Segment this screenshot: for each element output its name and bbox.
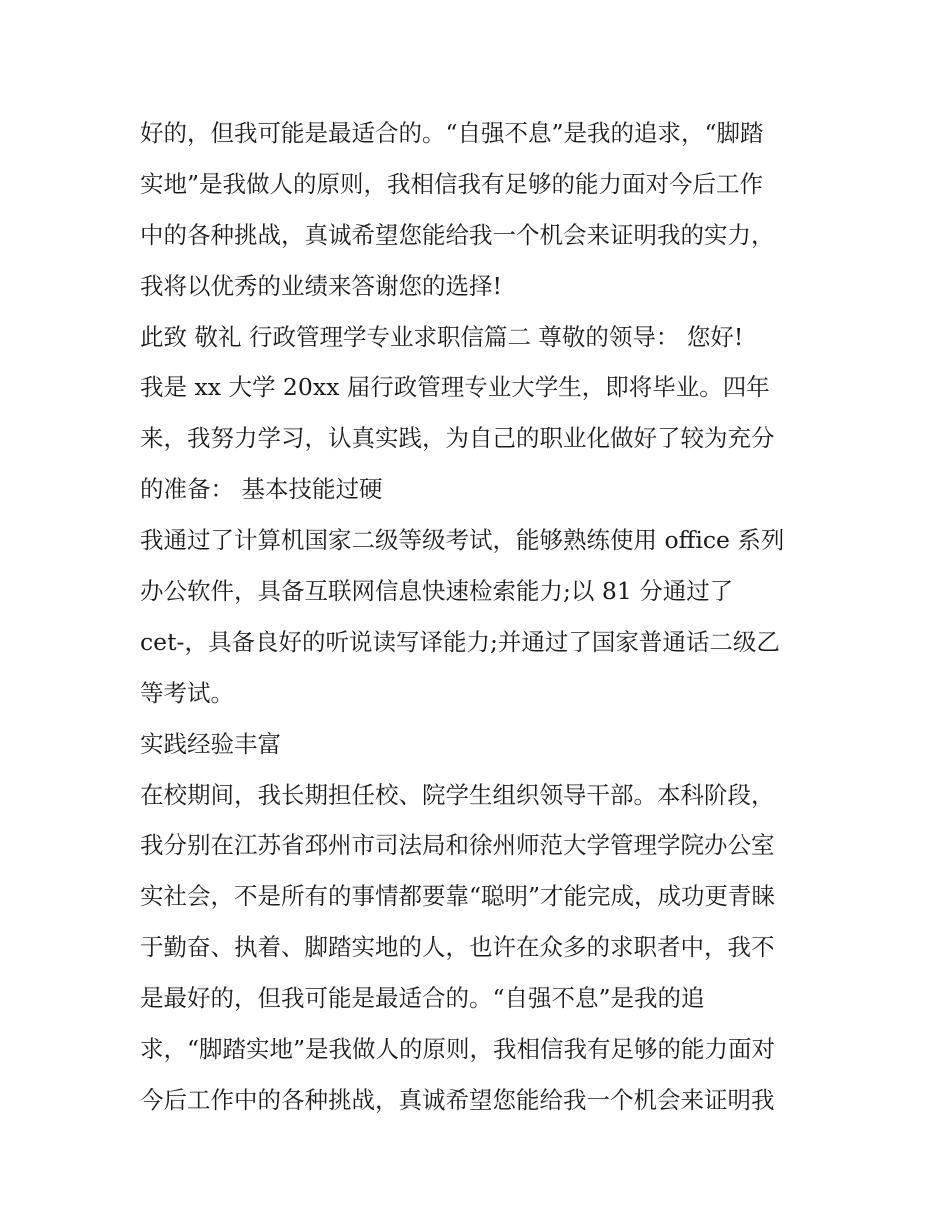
text-line: cet-，具备良好的听说读写译能力;并通过了国家普通话二级乙 — [140, 627, 780, 656]
text-line: 等考试。 — [140, 678, 234, 707]
text-line: 求，“脚踏实地”是我做人的原则，我相信我有足够的能力面对 — [140, 1035, 776, 1064]
text-line: 来，我努力学习，认真实践，为自己的职业化做好了较为充分 — [140, 424, 775, 453]
text-line: 实地”是我做人的原则，我相信我有足够的能力面对今后工作 — [140, 169, 764, 198]
text-line: 我是 xx 大学 20xx 届行政管理专业大学生，即将毕业。四年 — [140, 373, 770, 402]
body-text — [140, 108, 830, 1126]
text-line: 我通过了计算机国家二级等级考试，能够熟练使用 office 系列 — [140, 526, 785, 555]
text-line: 于勤奋、执着、脚踏实地的人，也许在众多的求职者中，我不 — [140, 933, 775, 962]
text-line: 此致 敬礼 行政管理学专业求职信篇二 尊敬的领导： 您好! — [140, 322, 744, 351]
text-line: 我将以优秀的业绩来答谢您的选择! — [140, 271, 502, 300]
text-line: 是最好的，但我可能是最适合的。“自强不息”是我的追 — [140, 984, 705, 1013]
text-line: 的准备： 基本技能过硬 — [140, 475, 383, 504]
text-line: 在校期间，我长期担任校、院学生组织领导干部。本科阶段， — [140, 780, 775, 809]
text-line: 好的，但我可能是最适合的。“自强不息”是我的追求，“脚踏 — [140, 119, 764, 147]
text-line: 办公软件，具备互联网信息快速检索能力;以 81 分通过了 — [140, 577, 734, 606]
text-line: 实社会，不是所有的事情都要靠“聪明”才能完成，成功更青睐 — [140, 882, 776, 911]
text-line: 中的各种挑战，真诚希望您能给我一个机会来证明我的实力， — [140, 220, 775, 249]
text-line: 今后工作中的各种挑战，真诚希望您能给我一个机会来证明我 — [140, 1085, 775, 1114]
text-line: 我分别在江苏省邳州市司法局和徐州师范大学管理学院办公室 — [140, 831, 775, 860]
section-heading: 实践经验丰富 — [140, 729, 281, 758]
